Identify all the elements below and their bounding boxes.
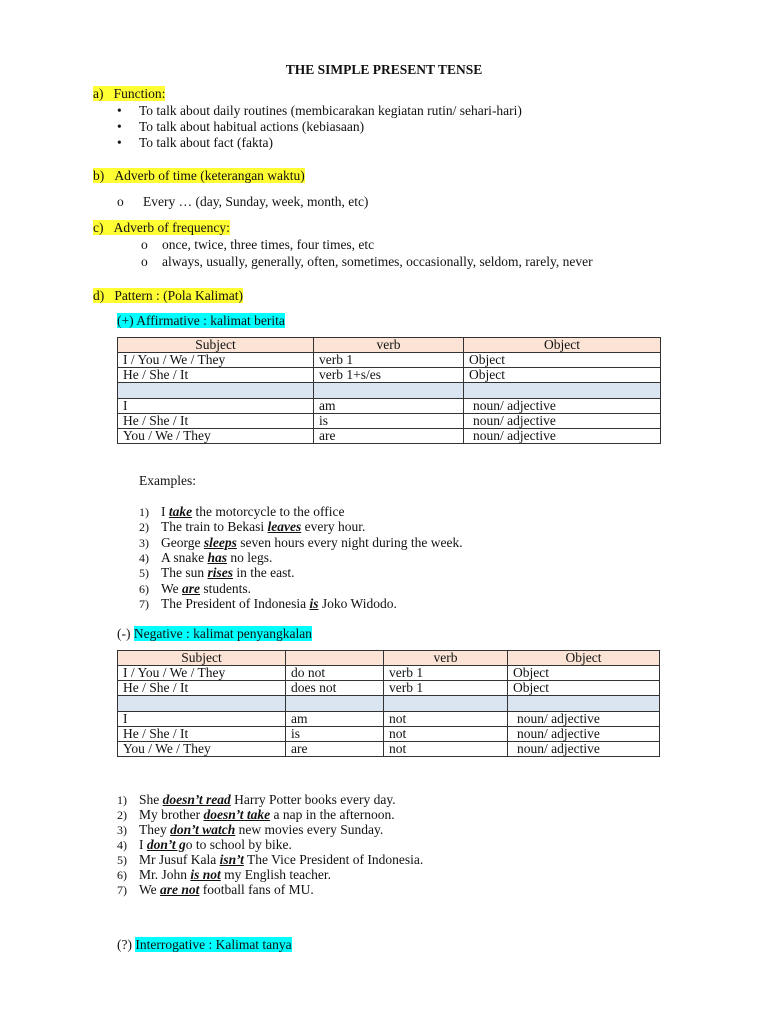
table-cell: I <box>118 712 286 727</box>
table-cell: Object <box>464 368 661 383</box>
table-cell: are <box>314 429 464 444</box>
table-cell: I <box>118 399 314 414</box>
function-item: • <box>117 119 122 134</box>
table-cell: verb 1+s/es <box>314 368 464 383</box>
example-verb: take <box>168 504 193 519</box>
adverb-frequency-bullet: o <box>141 237 148 252</box>
example-number: 6) <box>139 581 149 596</box>
table-cell: noun/ adjective <box>464 414 661 429</box>
example-number: 4) <box>117 838 127 852</box>
table-cell: He / She / It <box>118 414 314 429</box>
adverb-frequency-bullet: o <box>141 254 148 269</box>
adverb-time-bullet: o <box>117 194 124 209</box>
example-verb: sleeps <box>203 534 237 550</box>
example-sentence <box>117 792 396 808</box>
adverb-time-item: Every … (day, Sunday, week, month, etc) <box>143 194 369 209</box>
adverb-frequency-item: once, twice, three times, four times, etc <box>162 237 375 252</box>
example-text: The train to Bekasi <box>161 519 268 535</box>
example-text: Joko Widodo. <box>318 595 397 611</box>
example-sentence <box>139 504 344 520</box>
example-sentence <box>117 837 292 853</box>
table-cell: not <box>384 727 508 742</box>
example-verb: don’t watch <box>170 822 236 837</box>
example-verb: are not <box>160 882 200 897</box>
example-sentence <box>117 867 331 883</box>
affirmative-heading: (+) Affirmative : kalimat berita <box>117 313 285 328</box>
example-text: She <box>139 792 163 807</box>
example-text: a nap in the afternoon. <box>270 807 395 822</box>
example-text: Mr. John <box>139 867 191 882</box>
table-cell: noun/ adjective <box>508 742 660 757</box>
table-cell: noun/ adjective <box>464 399 661 414</box>
example-sentence <box>139 596 397 612</box>
example-sentence <box>117 852 423 868</box>
table-cell: You / We / They <box>118 742 286 757</box>
example-sentence <box>139 550 272 566</box>
table-cell: noun/ adjective <box>508 712 660 727</box>
example-text: o to school by bike. <box>185 837 292 852</box>
table-cell: verb 1 <box>384 666 508 681</box>
table-cell: are <box>286 742 384 757</box>
table-header-cell: verb <box>314 338 464 353</box>
table-row <box>118 742 660 757</box>
table-cell: is <box>286 727 384 742</box>
example-text: in the east. <box>233 565 295 581</box>
table-row <box>118 712 660 727</box>
example-verb: rises <box>207 565 234 581</box>
table-cell: noun/ adjective <box>464 429 661 444</box>
affirmative-table <box>117 337 661 444</box>
example-text: I <box>139 837 147 852</box>
example-sentence <box>117 822 383 838</box>
table-cell: He / She / It <box>118 681 286 696</box>
example-verb: don’t g <box>146 837 186 852</box>
example-sentence <box>139 519 365 535</box>
function-item-text: To talk about habitual actions (kebiasaan) <box>139 119 365 134</box>
example-number: 3) <box>117 823 127 837</box>
example-number: 7) <box>139 596 149 611</box>
example-text: George <box>161 534 204 550</box>
example-text: football fans of MU. <box>199 882 314 897</box>
section-adverb-time-heading: b) Adverb of time (keterangan waktu) <box>93 168 305 183</box>
example-verb: doesn’t read <box>162 792 231 807</box>
table-separator-row <box>118 383 661 399</box>
adverb-frequency-item: always, usually, generally, often, sometimes, occasionally, seldom, rarely, never <box>162 254 593 269</box>
example-number: 6) <box>117 868 127 882</box>
example-text: The Vice President of Indonesia. <box>243 852 424 867</box>
table-cell: verb 1 <box>314 353 464 368</box>
interrogative-heading: (?) Interrogative : Kalimat tanya <box>117 937 292 952</box>
example-number: 1) <box>117 793 127 807</box>
example-text: students. <box>200 580 252 596</box>
example-sentence <box>117 807 395 823</box>
example-text: We <box>161 580 183 596</box>
table-separator-row <box>118 696 660 712</box>
table-cell: I / You / We / They <box>118 353 314 368</box>
example-text: every hour. <box>301 519 366 535</box>
section-pattern-heading: d) Pattern : (Pola Kalimat) <box>93 288 243 303</box>
example-verb: leaves <box>267 519 302 535</box>
example-text: the motorcycle to the office <box>192 504 345 519</box>
table-cell: am <box>286 712 384 727</box>
page-title: THE SIMPLE PRESENT TENSE <box>285 62 483 77</box>
example-text: My brother <box>139 807 204 822</box>
function-item-text: To talk about fact (fakta) <box>139 135 273 150</box>
examples-label: Examples: <box>139 473 196 488</box>
example-number: 5) <box>117 853 127 867</box>
table-cell: verb 1 <box>384 681 508 696</box>
table-cell: He / She / It <box>118 368 314 383</box>
table-header-row <box>118 338 661 353</box>
example-text: seven hours every night during the week. <box>236 534 463 550</box>
example-text: Mr Jusuf Kala <box>139 852 220 867</box>
table-row <box>118 681 660 696</box>
table-row <box>118 353 661 368</box>
table-header-cell: Object <box>464 338 661 353</box>
table-row <box>118 414 661 429</box>
negative-table <box>117 650 660 757</box>
example-verb: has <box>207 549 228 565</box>
example-sentence <box>139 581 251 597</box>
example-number: 3) <box>139 535 149 550</box>
example-text: I <box>161 504 169 519</box>
table-header-cell: Subject <box>118 651 286 666</box>
example-number: 4) <box>139 550 149 565</box>
table-cell: Object <box>508 681 660 696</box>
section-adverb-frequency-heading: c) Adverb of frequency: <box>93 220 230 235</box>
example-verb: is not <box>190 867 221 882</box>
table-header-cell: verb <box>384 651 508 666</box>
table-row <box>118 727 660 742</box>
function-item: • <box>117 103 122 118</box>
example-text: new movies every Sunday. <box>235 822 384 837</box>
example-verb: are <box>182 580 201 596</box>
table-cell: Object <box>508 666 660 681</box>
section-function-heading: a) Function: <box>93 86 166 101</box>
example-number: 2) <box>139 520 149 535</box>
table-cell: noun/ adjective <box>508 727 660 742</box>
table-cell: does not <box>286 681 384 696</box>
example-number: 2) <box>117 808 127 822</box>
table-header-cell: Subject <box>118 338 314 353</box>
example-text: Harry Potter books every day. <box>230 792 396 807</box>
example-sentence <box>139 565 295 581</box>
example-number: 5) <box>139 566 149 581</box>
example-sentence <box>117 882 314 898</box>
example-sentence <box>139 535 463 551</box>
negative-heading: (-) Negative : kalimat penyangkalan <box>117 626 312 641</box>
example-text: They <box>139 822 171 837</box>
example-text: We <box>139 882 161 897</box>
table-cell: is <box>314 414 464 429</box>
example-verb: isn’t <box>219 852 244 867</box>
table-header-row <box>118 651 660 666</box>
table-cell: He / She / It <box>118 727 286 742</box>
example-text: The sun <box>161 565 208 581</box>
table-cell: You / We / They <box>118 429 314 444</box>
function-item-text: To talk about daily routines (membicarakan kegiatan rutin/ sehari-hari) <box>139 103 522 118</box>
table-cell: Object <box>464 353 661 368</box>
example-text: A snake <box>161 549 208 565</box>
example-text: The President of Indonesia <box>161 595 310 611</box>
example-number: 1) <box>139 505 149 519</box>
table-cell: am <box>314 399 464 414</box>
table-cell: not <box>384 742 508 757</box>
table-row <box>118 429 661 444</box>
example-text: my English teacher. <box>220 867 332 882</box>
example-verb: doesn’t take <box>203 807 271 822</box>
table-row <box>118 368 661 383</box>
table-row <box>118 666 660 681</box>
example-number: 7) <box>117 883 127 897</box>
table-row <box>118 399 661 414</box>
function-item: • <box>117 135 122 150</box>
table-cell: do not <box>286 666 384 681</box>
table-cell: not <box>384 712 508 727</box>
table-header-cell: Object <box>508 651 660 666</box>
table-cell: I / You / We / They <box>118 666 286 681</box>
example-verb: is <box>309 595 319 611</box>
example-text: no legs. <box>227 549 273 565</box>
table-header-cell <box>286 651 384 666</box>
